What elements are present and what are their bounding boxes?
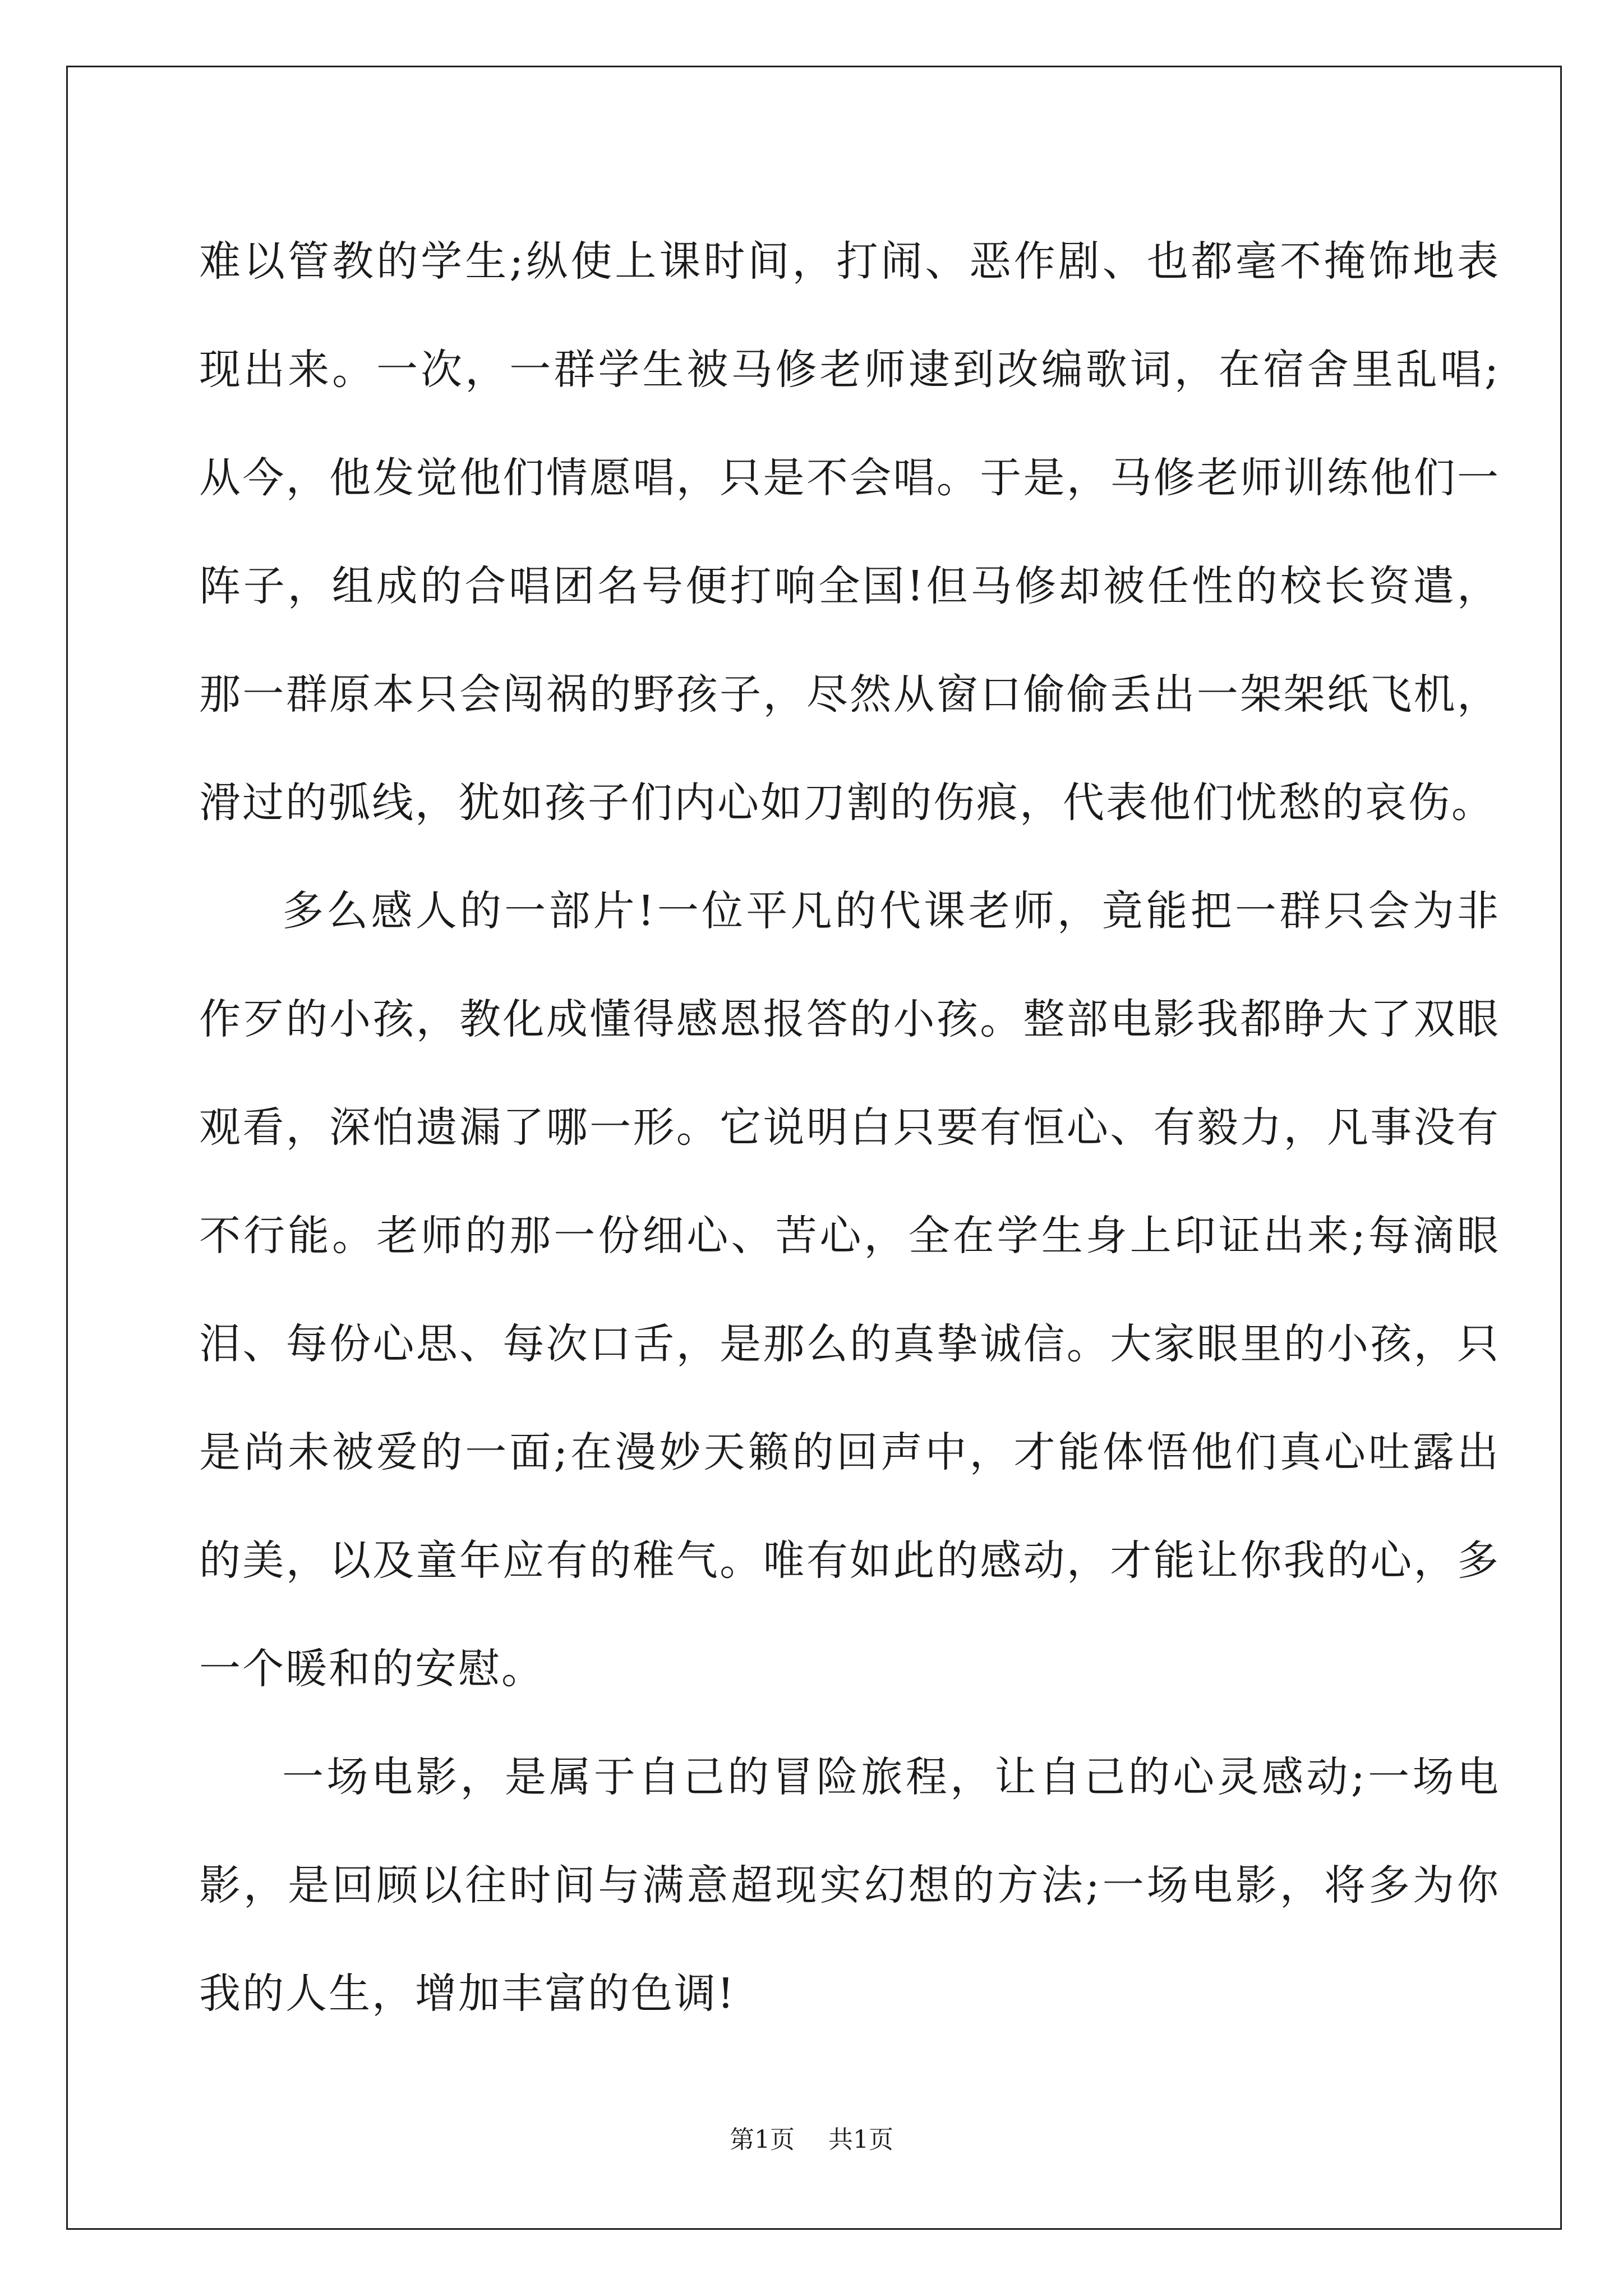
page-number: 第1页 (730, 2125, 795, 2154)
paragraph-2: 多么感人的一部片!一位平凡的代课老师，竟能把一群只会为非作歹的小孩，教化成懂得感恩报答的小孩。整部电影我都睁大了双眼观看，深怕遗漏了哪一形。它说明白只要有恒心、有毅力，凡事没有不行能。老师的那一份细心、苦心，全在学生身上印证出来;每滴眼泪、每份心思、每次口舌，是那么的真挚诚信。大家眼里的小孩，只是尚未被爱的一面;在漫妙天籁的回声中，才能体悟他们真心吐露出的美，以及童年应有的稚气。唯有如此的感动，才能让你我的心，多一个暖和的安慰。 (199, 887, 1500, 1693)
page-footer (0, 2119, 1623, 2155)
page-total: 共1页 (828, 2125, 893, 2154)
document-body (199, 208, 1500, 2048)
paragraph-3: 一场电影，是属于自己的冒险旅程，让自己的心灵感动;一场电影，是回顾以往时间与满意超现实幻想的方法;一场电影，将多为你我的人生，增加丰富的色调! (199, 1753, 1500, 2018)
paragraph-1: 难以管教的学生;纵使上课时间，打闹、恶作剧、也都毫不掩饰地表现出来。一次，一群学生被马修老师逮到改编歌词，在宿舍里乱唱;从今，他发觉他们情愿唱，只是不会唱。于是，马修老师训练他们一阵子，组成的合唱团名号便打响全国!但马修却被任性的校长资遣，那一群原本只会闯祸的野孩子，尽然从窗口偷偷丢出一架架纸飞机，滑过的弧线，犹如孩子们内心如刀割的伤痕，代表他们忧愁的哀伤。 (199, 237, 1500, 827)
